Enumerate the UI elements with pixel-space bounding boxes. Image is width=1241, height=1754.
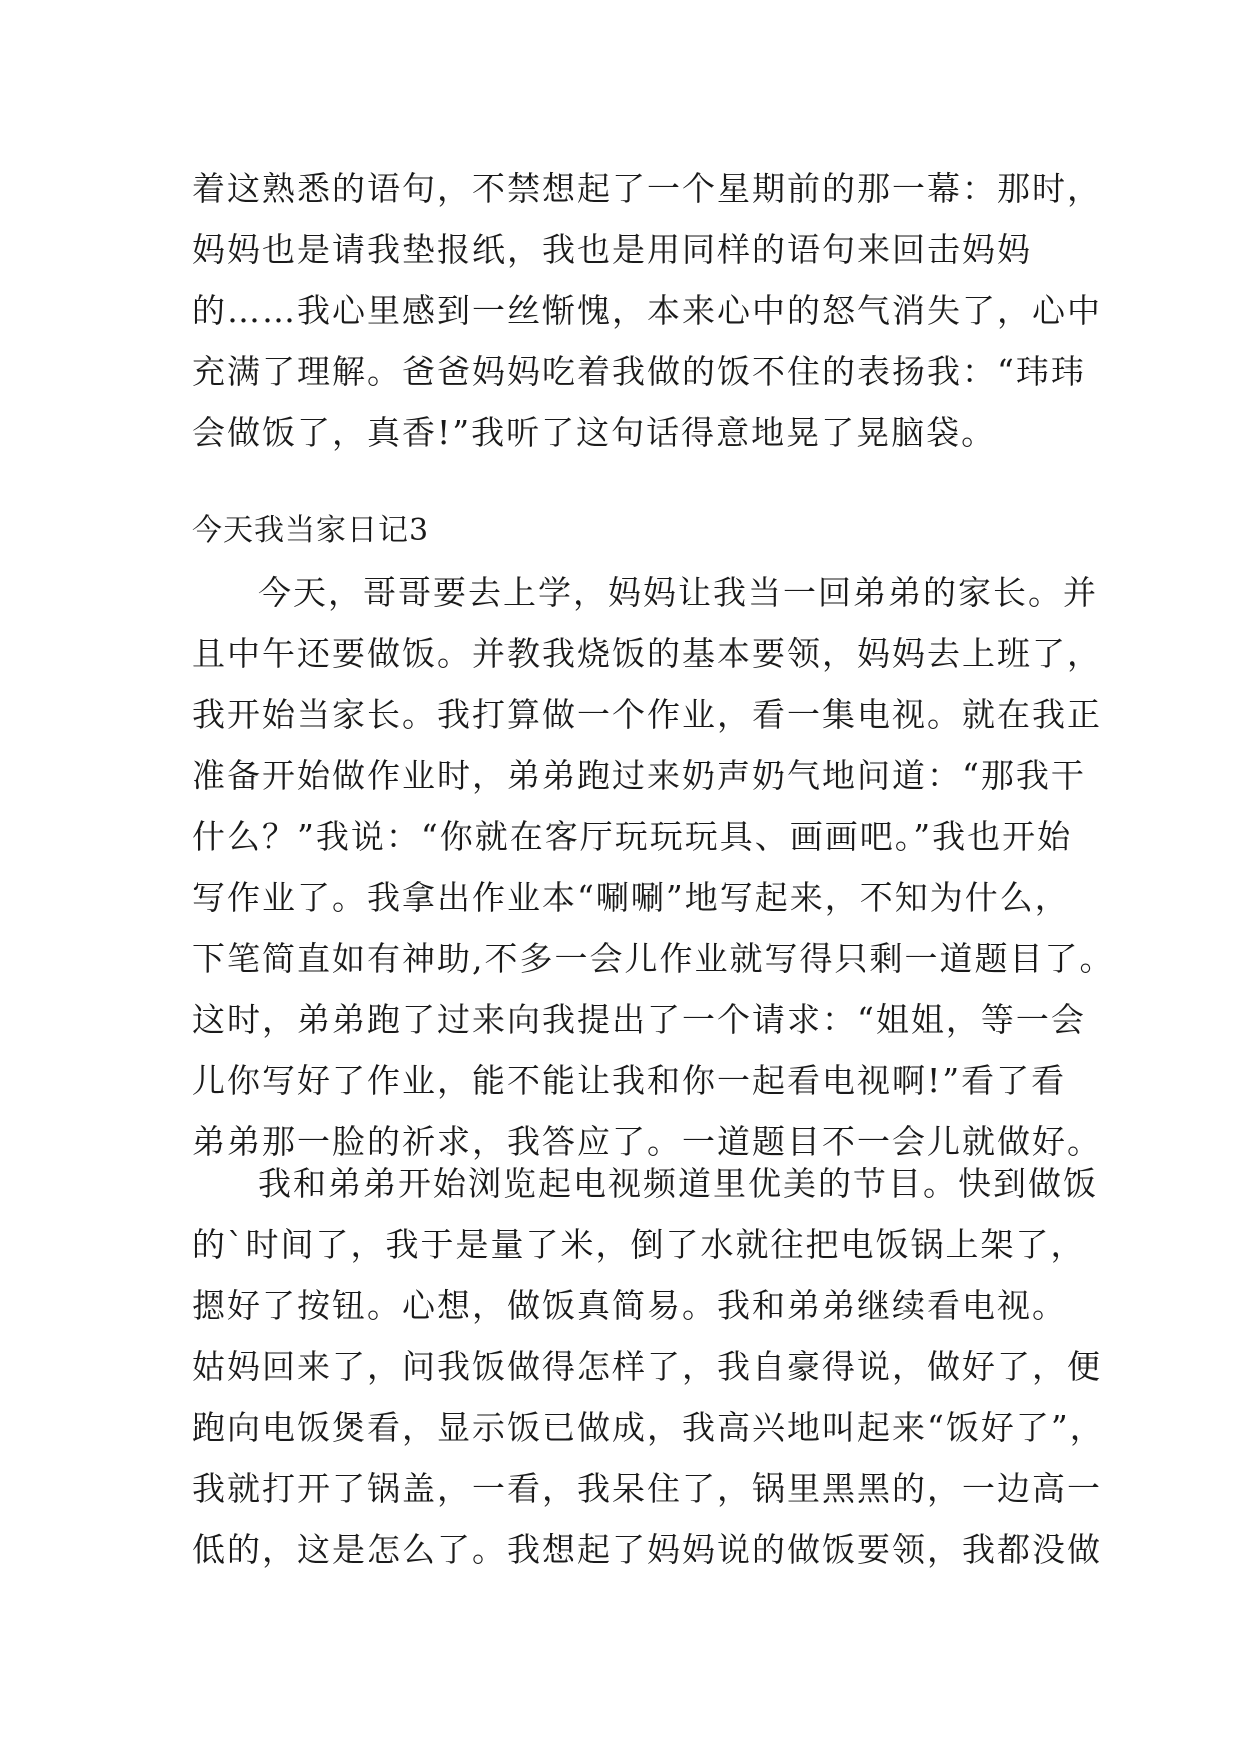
text-line: 着这熟悉的语句，不禁想起了一个星期前的那一幕：那时， [192,169,1102,208]
text-line: 妈妈也是请我垫报纸，我也是用同样的语句来回击妈妈 [192,230,1032,269]
paragraph-1 [192,562,1115,1172]
text-line: 跑向电饭煲看，显示饭已做成，我高兴地叫起来“饭好了”， [192,1408,1105,1447]
section-heading-block [192,503,1072,559]
text-line: 的……我心里感到一丝惭愧，本来心中的怒气消失了，心中 [192,291,1102,330]
text-line: 今天，哥哥要去上学，妈妈让我当一回弟弟的家长。并 [258,573,1098,612]
section-title: 今天我当家日记3 [192,513,430,548]
paragraph-2 [192,1153,1105,1580]
text-line: 什么？”我说：“你就在客厅玩玩玩具、画画吧。”我也开始 [192,817,1073,856]
text-line: 弟弟那一脸的祈求，我答应了。一道题目不一会儿就做好。 [192,1122,1102,1161]
text-line: 我开始当家长。我打算做一个作业，看一集电视。就在我正 [192,695,1102,734]
text-line: 我就打开了锅盖，一看，我呆住了，锅里黑黑的，一边高一 [192,1469,1102,1508]
text-line: 儿你写好了作业，能不能让我和你一起看电视啊!”看了看 [192,1061,1067,1100]
continuation-paragraph [192,158,1102,463]
text-line: 低的，这是怎么了。我想起了妈妈说的做饭要领，我都没做 [192,1530,1102,1569]
text-line: 姑妈回来了，问我饭做得怎样了，我自豪得说，做好了，便 [192,1347,1102,1386]
text-line: 充满了理解。爸爸妈妈吃着我做的饭不住的表扬我：“玮玮 [192,352,1086,391]
text-line: 的`时间了，我于是量了米，倒了水就往把电饭锅上架了， [192,1225,1086,1264]
text-line: 会做饭了，真香!”我听了这句话得意地晃了晃脑袋。 [192,413,997,452]
text-line: 写作业了。我拿出作业本“唰唰”地写起来，不知为什么， [192,878,1070,917]
text-line: 下笔简直如有神助,不多一会儿作业就写得只剩一道题目了。 [192,939,1115,978]
text-line: 我和弟弟开始浏览起电视频道里优美的节目。快到做饭 [258,1164,1098,1203]
text-line: 且中午还要做饭。并教我烧饭的基本要领，妈妈去上班了， [192,634,1102,673]
text-line: 摁好了按钮。心想，做饭真简易。我和弟弟继续看电视。 [192,1286,1067,1325]
text-line: 这时，弟弟跑了过来向我提出了一个请求：“姐姐，等一会 [192,1000,1086,1039]
text-line: 准备开始做作业时，弟弟跑过来奶声奶气地问道：“那我干 [192,756,1086,795]
